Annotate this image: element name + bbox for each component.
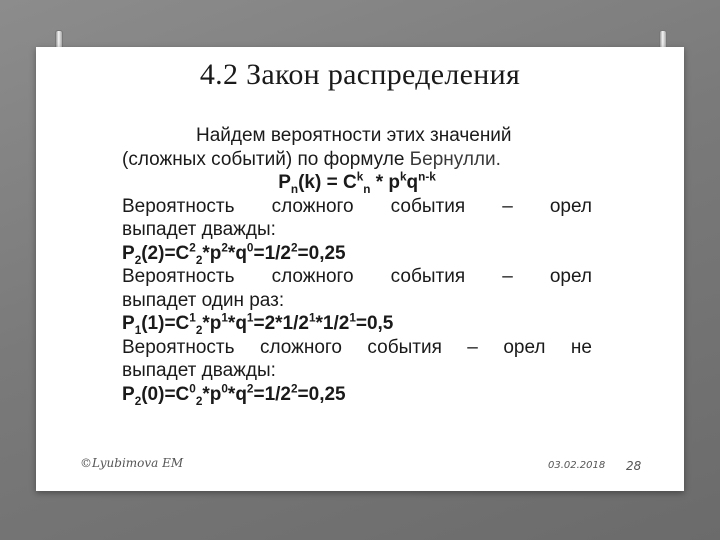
case3-line-1: Вероятность сложного события – орел не	[122, 336, 592, 358]
case1-line-1: Вероятность сложного события – орел	[122, 195, 592, 217]
case3-line-2: выпадет дважды:	[122, 360, 276, 381]
intro-line-1: Найдем вероятности этих значений	[196, 125, 512, 146]
slide-body	[122, 124, 592, 406]
case2-line-1: Вероятность сложного события – орел	[122, 266, 592, 287]
intro-line-2	[122, 148, 592, 172]
case2-equation: $P_1(1)=C^1_2*p^1*q^1=2*1/2^1*1/2^1=0,5$	[122, 311, 394, 337]
author-credit: ©Lyubimova EM	[80, 456, 184, 470]
case1-equation: $P_2(2)=C^2_2*p^2*q^0=1/2^2=0,25$	[122, 241, 346, 267]
intro-text: (сложных событий) по формуле	[122, 148, 410, 170]
case3-equation: $P_2(0)=C^0_2*p^0*q^2=1/2^2=0,25$	[122, 382, 346, 408]
page-number: 28	[626, 459, 642, 473]
bernoulli-formula: $P_n(k) = C^k_n * p^kq^{n-k}$	[278, 170, 436, 196]
case2-line-2: выпадет один раз:	[122, 289, 285, 311]
case1-line-2: выпадет дважды:	[122, 219, 276, 240]
bernoulli-term: Бернулли.	[409, 148, 501, 170]
slide-date: 03.02.2018	[548, 460, 606, 471]
slide-title: 4.2 Закон распределения	[199, 58, 521, 91]
